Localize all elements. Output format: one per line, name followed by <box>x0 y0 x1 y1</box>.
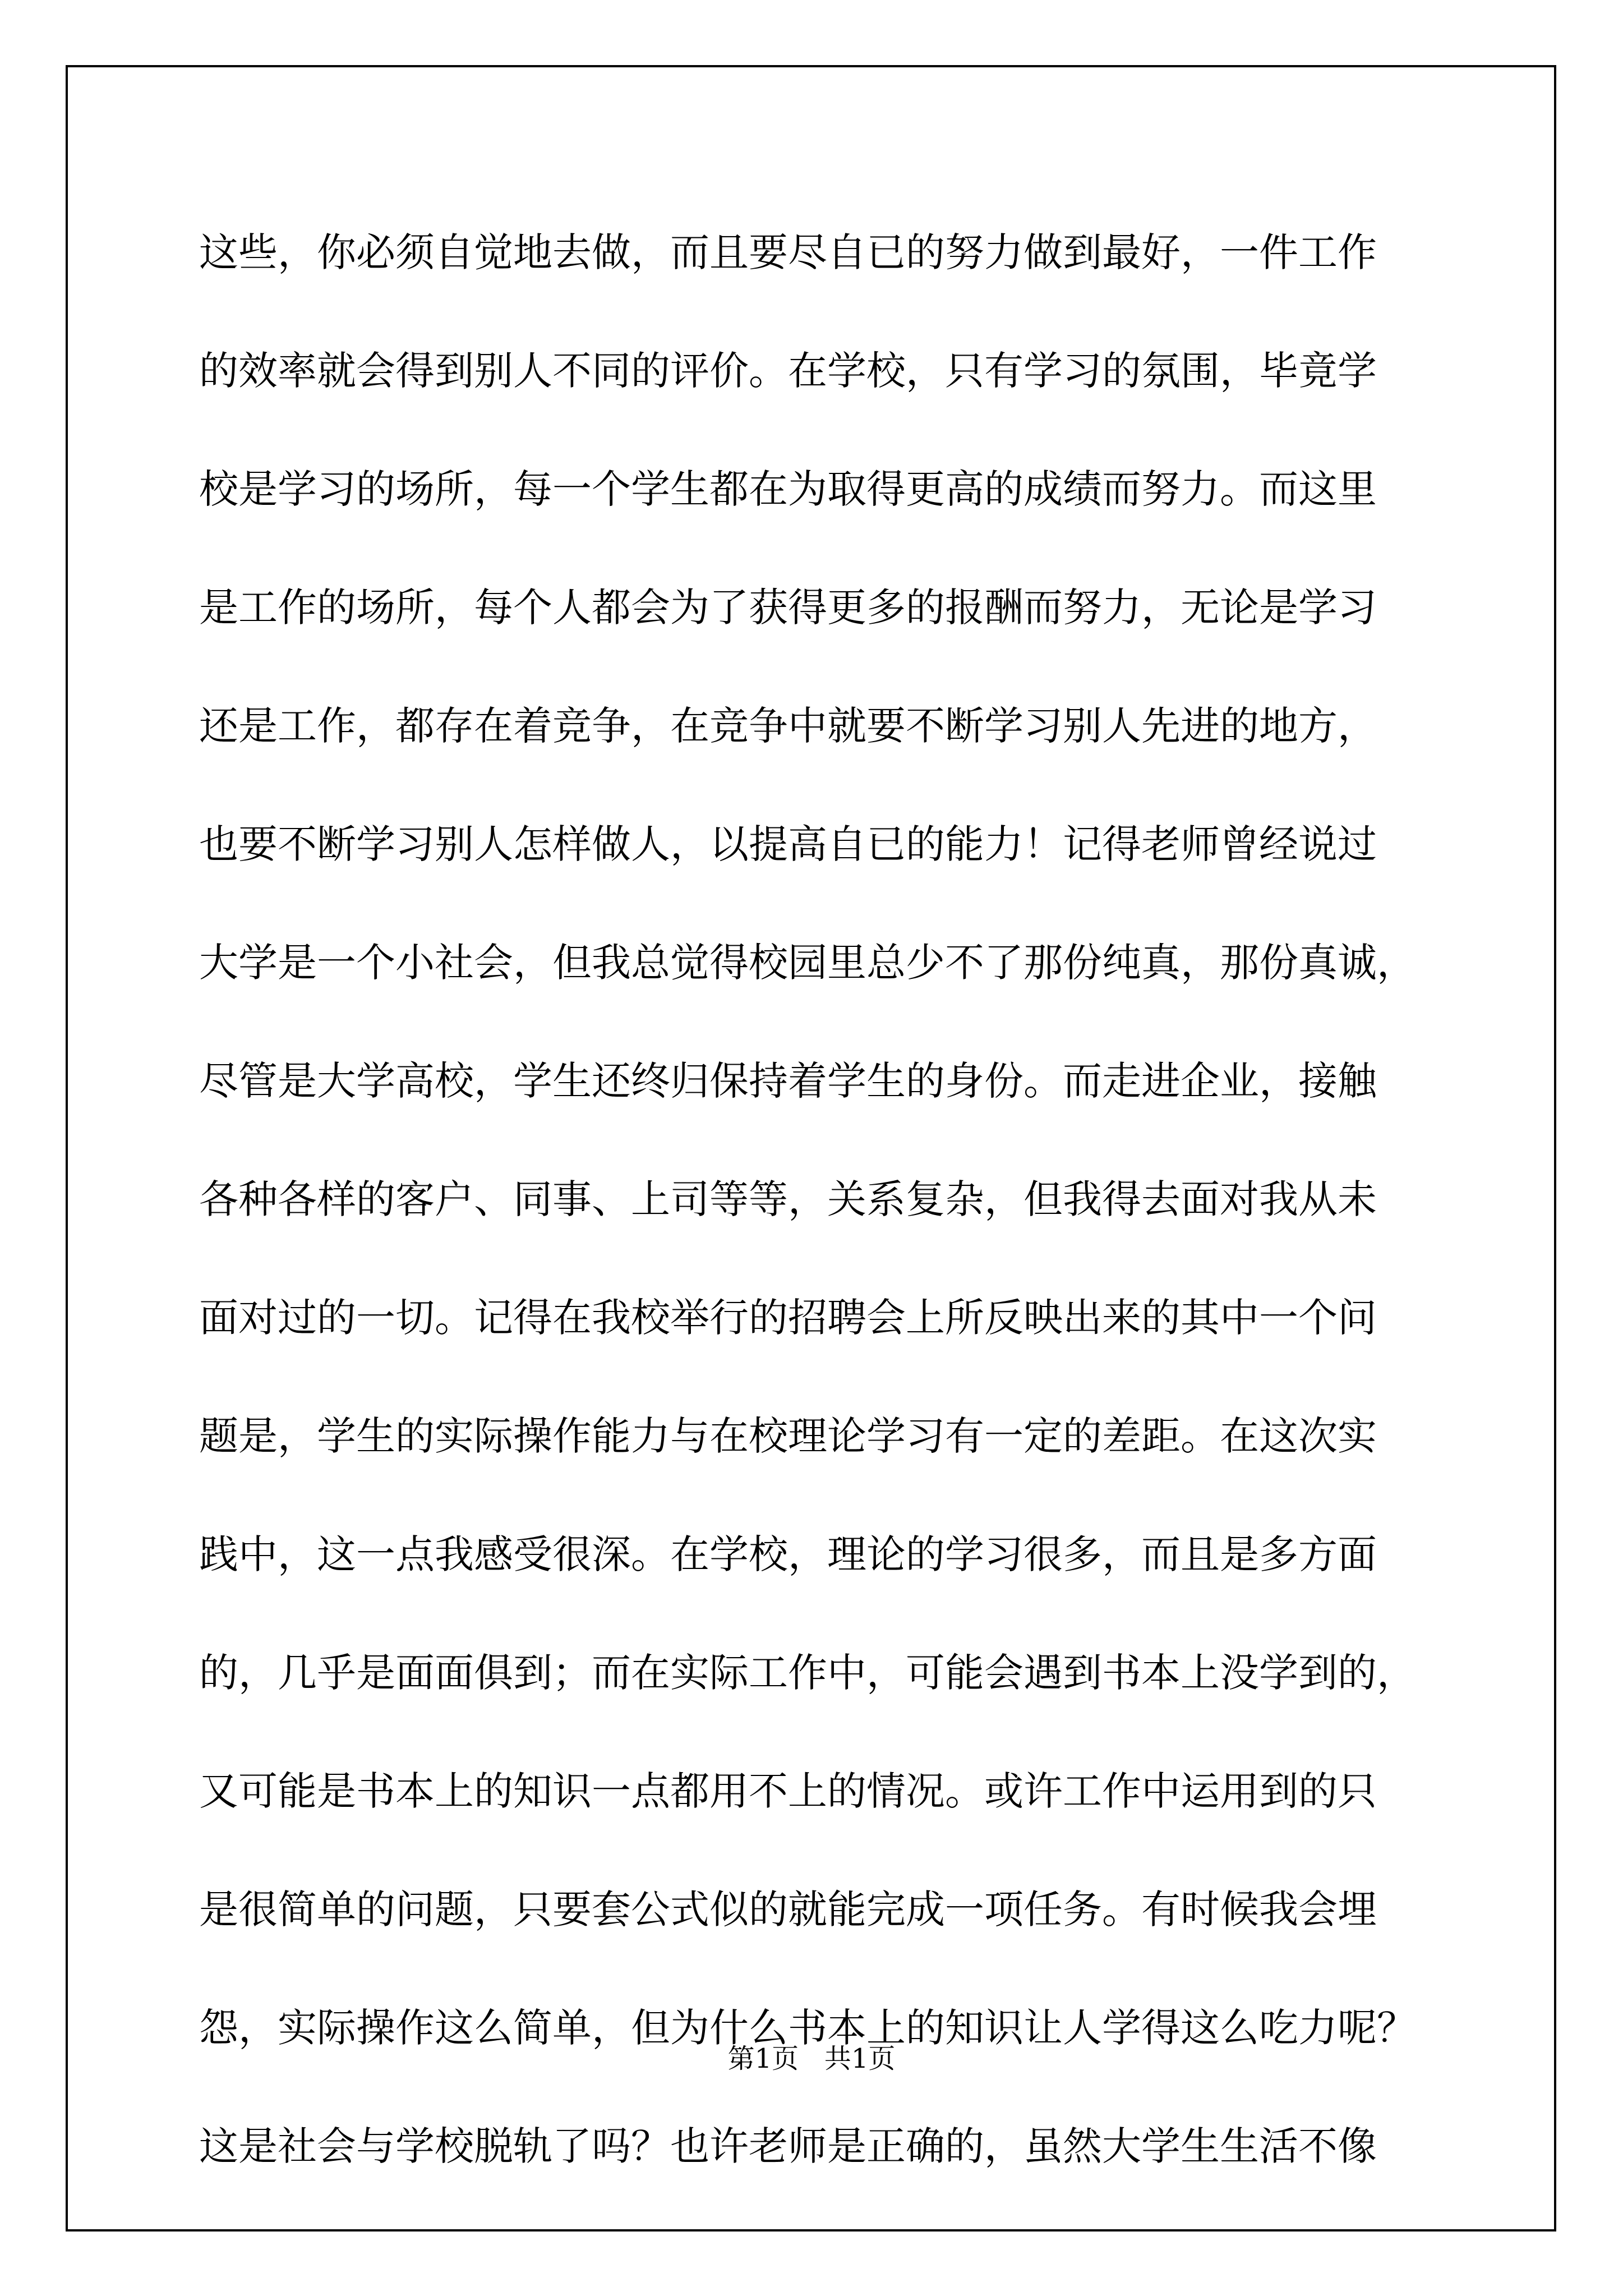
body-text-line: 是工作的场所，每个人都会为了获得更多的报酬而努力，无论是学习 <box>199 585 1377 631</box>
body-text-line: 题是，学生的实际操作能力与在校理论学习有一定的差距。在这次实 <box>199 1413 1377 1459</box>
body-text-line: 这些，你必须自觉地去做，而且要尽自已的努力做到最好，一件工作 <box>199 229 1377 275</box>
document-body <box>199 224 1467 2237</box>
body-text-line: 还是工作，都存在着竞争，在竞争中就要不断学习别人先进的地方， <box>199 703 1377 749</box>
body-text-line: 尽管是大学高校，学生还终归保持着学生的身份。而走进企业，接触 <box>199 1058 1377 1104</box>
body-text-line: 践中，这一点我感受很深。在学校，理论的学习很多，而且是多方面 <box>199 1531 1377 1577</box>
body-text-line: 的效率就会得到别人不同的评价。在学校，只有学习的氛围，毕竟学 <box>199 348 1377 394</box>
body-text-line: 这是社会与学校脱轨了吗？也许老师是正确的，虽然大学生生活不像 <box>199 2123 1377 2169</box>
body-text-line: 大学是一个小社会，但我总觉得校园里总少不了那份纯真，那份真诚， <box>199 940 1416 986</box>
body-text-line: 各种各样的客户、同事、上司等等，关系复杂，但我得去面对我从未 <box>199 1176 1377 1222</box>
body-text-line: 的，几乎是面面俱到；而在实际工作中，可能会遇到书本上没学到的， <box>199 1650 1416 1696</box>
body-text-line: 怨，实际操作这么简单，但为什么书本上的知识让人学得这么吃力呢？ <box>199 2005 1416 2051</box>
body-text-line: 又可能是书本上的知识一点都用不上的情况。或许工作中运用到的只 <box>199 1768 1377 1814</box>
body-text-line: 也要不断学习别人怎样做人，以提高自已的能力！记得老师曾经说过 <box>199 821 1377 867</box>
page-number-footer: 第1页 共1页 <box>727 2043 896 2074</box>
body-text-line: 校是学习的场所，每一个学生都在为取得更高的成绩而努力。而这里 <box>199 466 1377 512</box>
body-text-line: 面对过的一切。记得在我校举行的招聘会上所反映出来的其中一个问 <box>199 1295 1377 1341</box>
body-text-line: 是很简单的问题，只要套公式似的就能完成一项任务。有时候我会埋 <box>199 1887 1377 1932</box>
